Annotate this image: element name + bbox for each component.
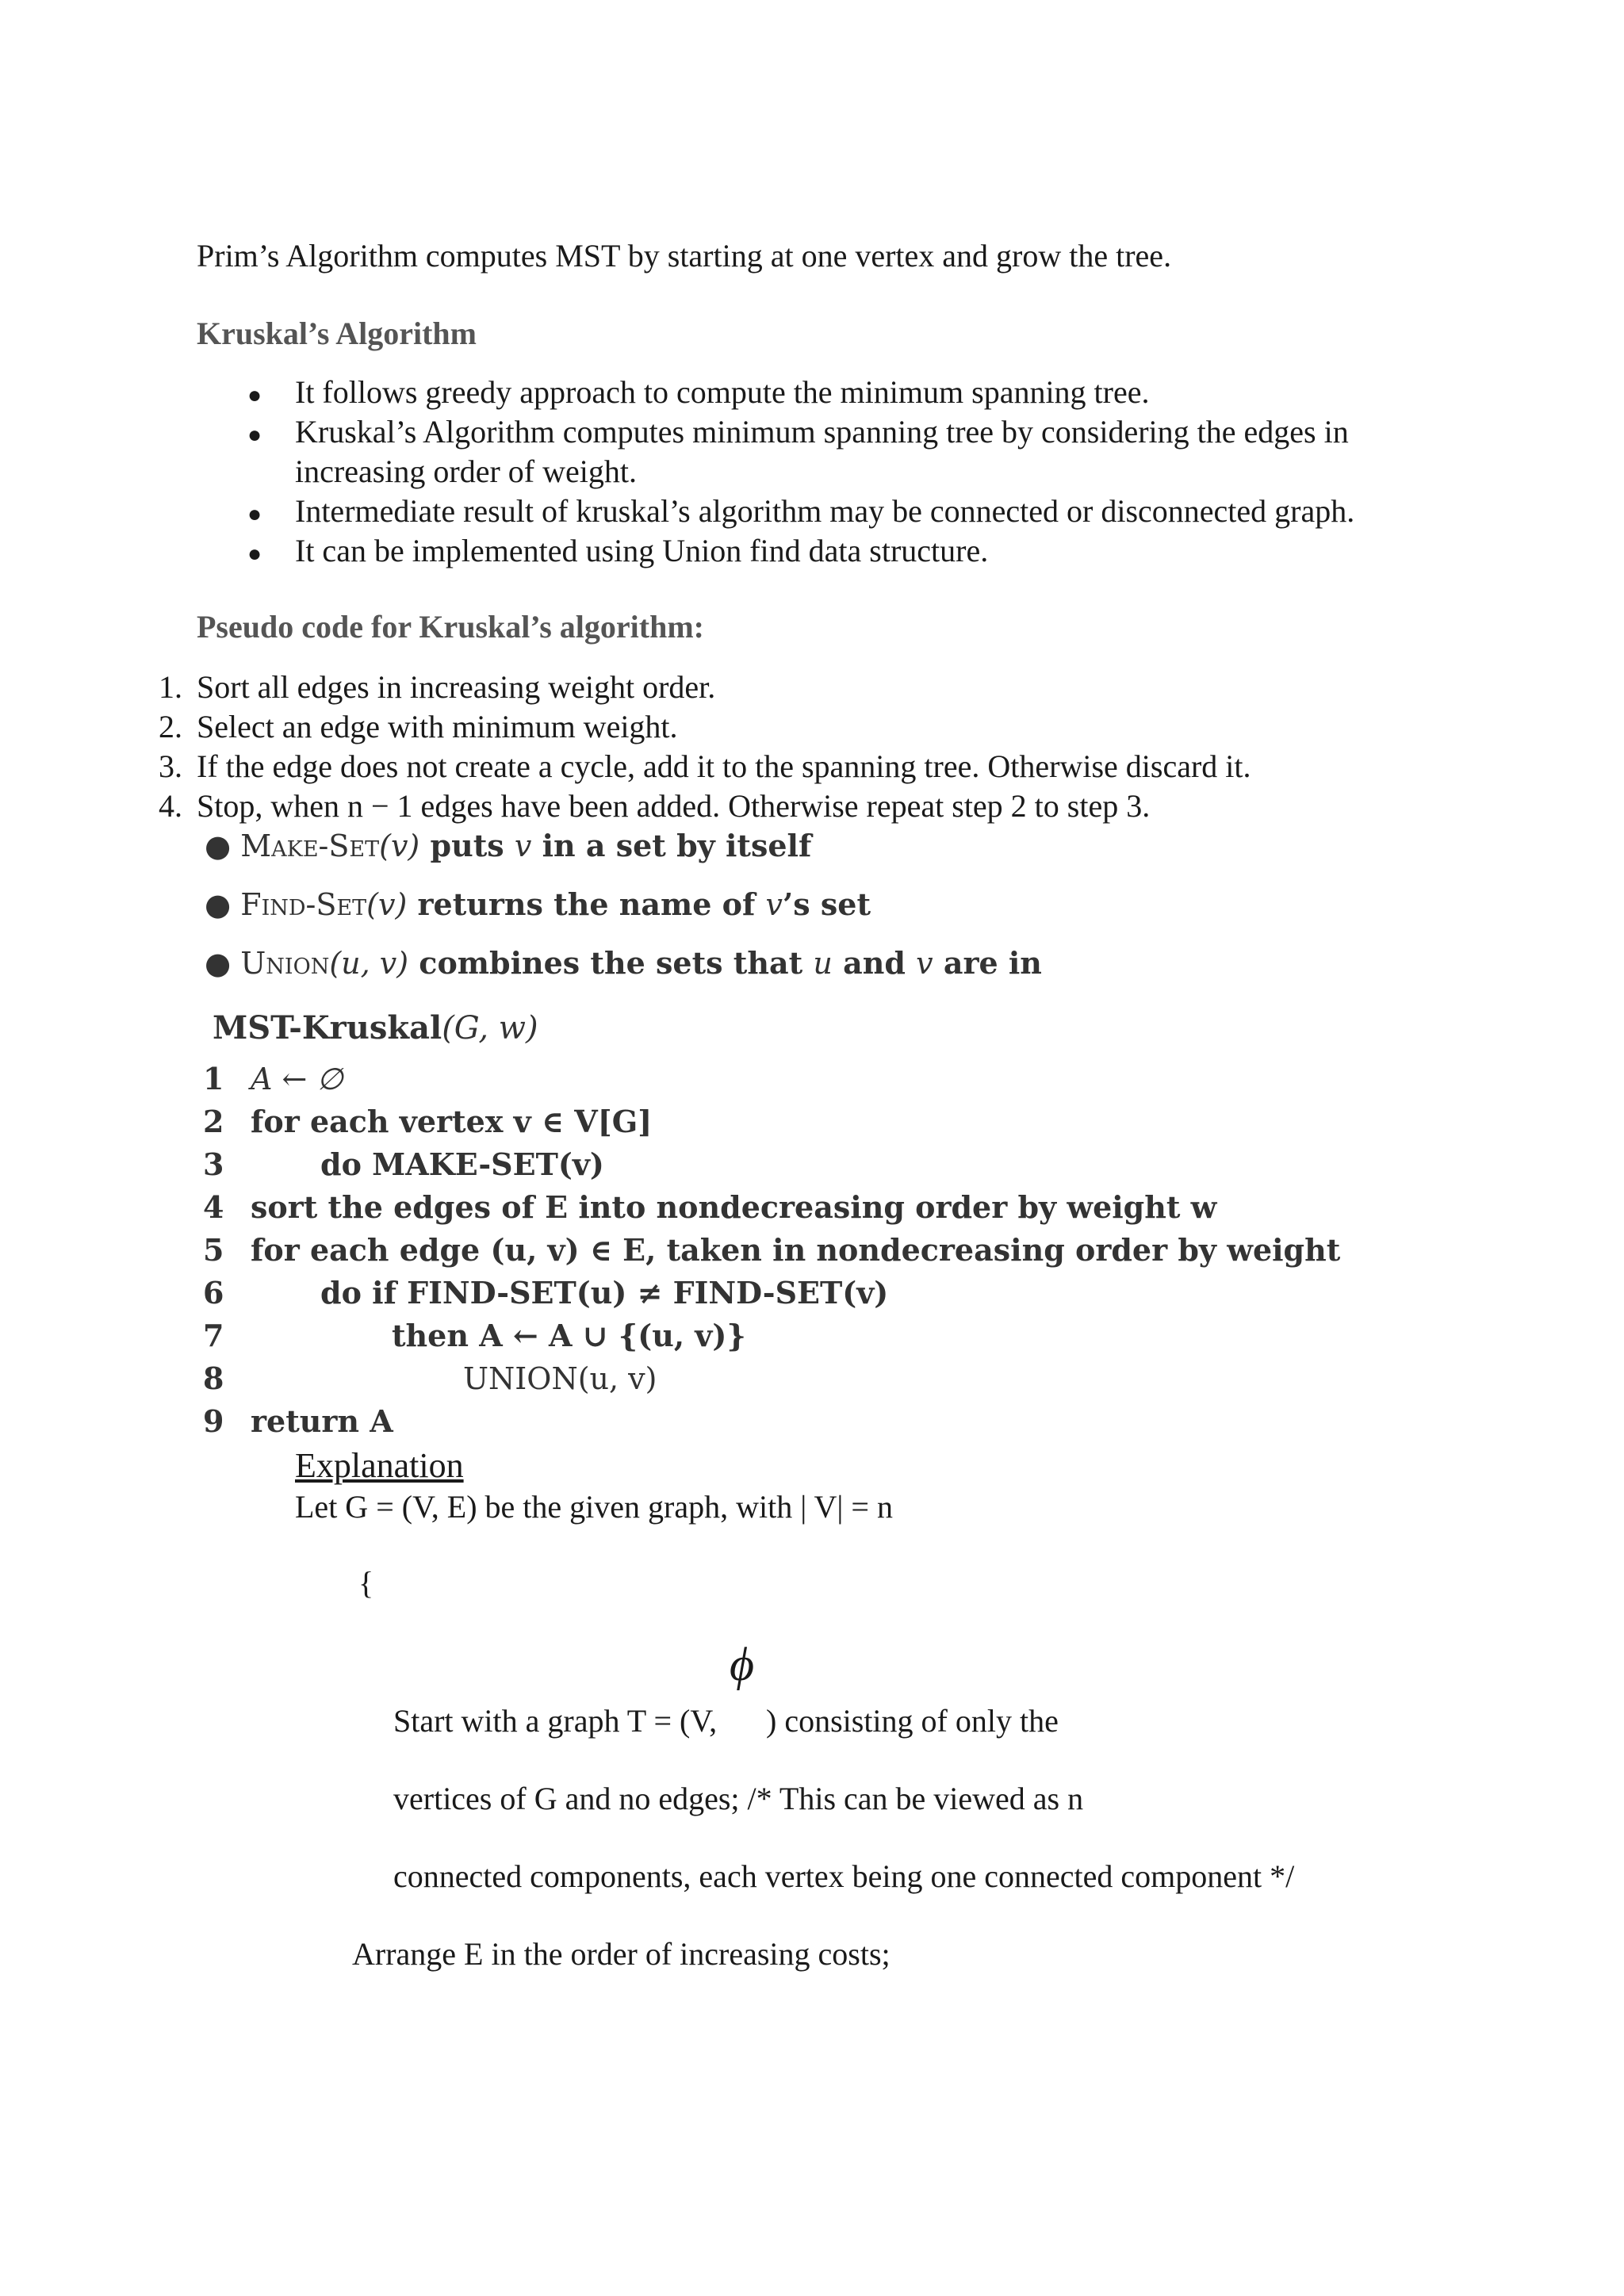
start-line-a: Start with a graph T = (V, [393, 1703, 718, 1739]
step-number: 4. [159, 788, 182, 824]
line-number: 5 [203, 1232, 224, 1268]
line-number: 7 [203, 1318, 224, 1353]
line-number: 8 [203, 1360, 224, 1396]
bullet-icon: ● [247, 541, 262, 567]
algorithm-line: then A ← A ∪ {(u, v)} [392, 1318, 746, 1353]
kruskal-heading: Kruskal’s Algorithm [197, 316, 477, 351]
op-make-set: ● Make-Set(v) puts v in a set by itself [205, 828, 812, 863]
intro-text: Prim’s Algorithm computes MST by starting at one vertex and grow the tree. [197, 238, 1172, 274]
list-item: It can be implemented using Union find data structure. [295, 533, 989, 568]
explanation-heading: Explanation [295, 1446, 464, 1485]
line-number: 9 [203, 1403, 224, 1439]
algorithm-line: do if FIND-SET(u) ≠ FIND-SET(v) [320, 1275, 889, 1311]
step-number: 3. [159, 748, 182, 784]
bullet-icon: ● [205, 828, 241, 863]
algorithm-title: MST-Kruskal(G, w) [213, 1009, 538, 1047]
line-number: 2 [203, 1104, 224, 1139]
list-item: Kruskal’s Algorithm computes minimum spanning tree by considering the edges in [295, 414, 1349, 450]
bullet-icon: ● [247, 422, 262, 448]
bullet-icon: ● [247, 382, 262, 408]
step-text: Stop, when n − 1 edges have been added. Otherwise repeat step 2 to step 3. [197, 788, 1151, 824]
arrange-line: Arrange E in the order of increasing costs; [352, 1936, 891, 1972]
list-item-continuation: increasing order of weight. [295, 453, 637, 489]
step-text: Select an edge with minimum weight. [197, 709, 678, 744]
algorithm-line: for each edge (u, v) ∈ E, taken in nondecreasing order by weight [251, 1232, 1341, 1268]
components-line: connected components, each vertex being one connected component */ [393, 1858, 1295, 1894]
algorithm-line: do MAKE-SET(v) [320, 1146, 604, 1182]
line-number: 4 [203, 1189, 224, 1225]
step-text: If the edge does not create a cycle, add it to the spanning tree. Otherwise discard it. [197, 748, 1251, 784]
algorithm-line: UNION(u, v) [463, 1361, 657, 1396]
step-number: 1. [159, 669, 182, 705]
empty-set-symbol: ϕ [730, 1638, 755, 1690]
let-line: Let G = (V, E) be the given graph, with | V| = n [295, 1489, 893, 1525]
algorithm-line: for each vertex v ∈ V[G] [251, 1104, 653, 1139]
list-item: It follows greedy approach to compute the minimum spanning tree. [295, 374, 1150, 410]
step-text: Sort all edges in increasing weight order. [197, 669, 716, 705]
line-number: 6 [203, 1275, 224, 1311]
list-item: Intermediate result of kruskal’s algorithm may be connected or disconnected graph. [295, 493, 1355, 529]
open-brace: { [358, 1565, 374, 1601]
algorithm-line: return A [251, 1403, 393, 1439]
op-find-set: ● Find-Set(v) returns the name of v’s set [205, 886, 871, 922]
bullet-icon: ● [247, 501, 262, 527]
line-number: 1 [203, 1061, 224, 1096]
algorithm-line: A ← ∅ [251, 1062, 343, 1096]
step-number: 2. [159, 709, 182, 744]
vertices-line: vertices of G and no edges; /* This can be viewed as n [393, 1781, 1084, 1816]
start-line-b: ) consisting of only the [766, 1703, 1059, 1739]
line-number: 3 [203, 1146, 224, 1182]
algorithm-line: sort the edges of E into nondecreasing order by weight w [251, 1189, 1217, 1225]
pseudo-heading: Pseudo code for Kruskal’s algorithm: [197, 609, 704, 645]
op-union: ● Union(u, v) combines the sets that u and v are in [205, 945, 1042, 981]
bullet-icon: ● [205, 946, 241, 981]
bullet-icon: ● [205, 887, 241, 922]
